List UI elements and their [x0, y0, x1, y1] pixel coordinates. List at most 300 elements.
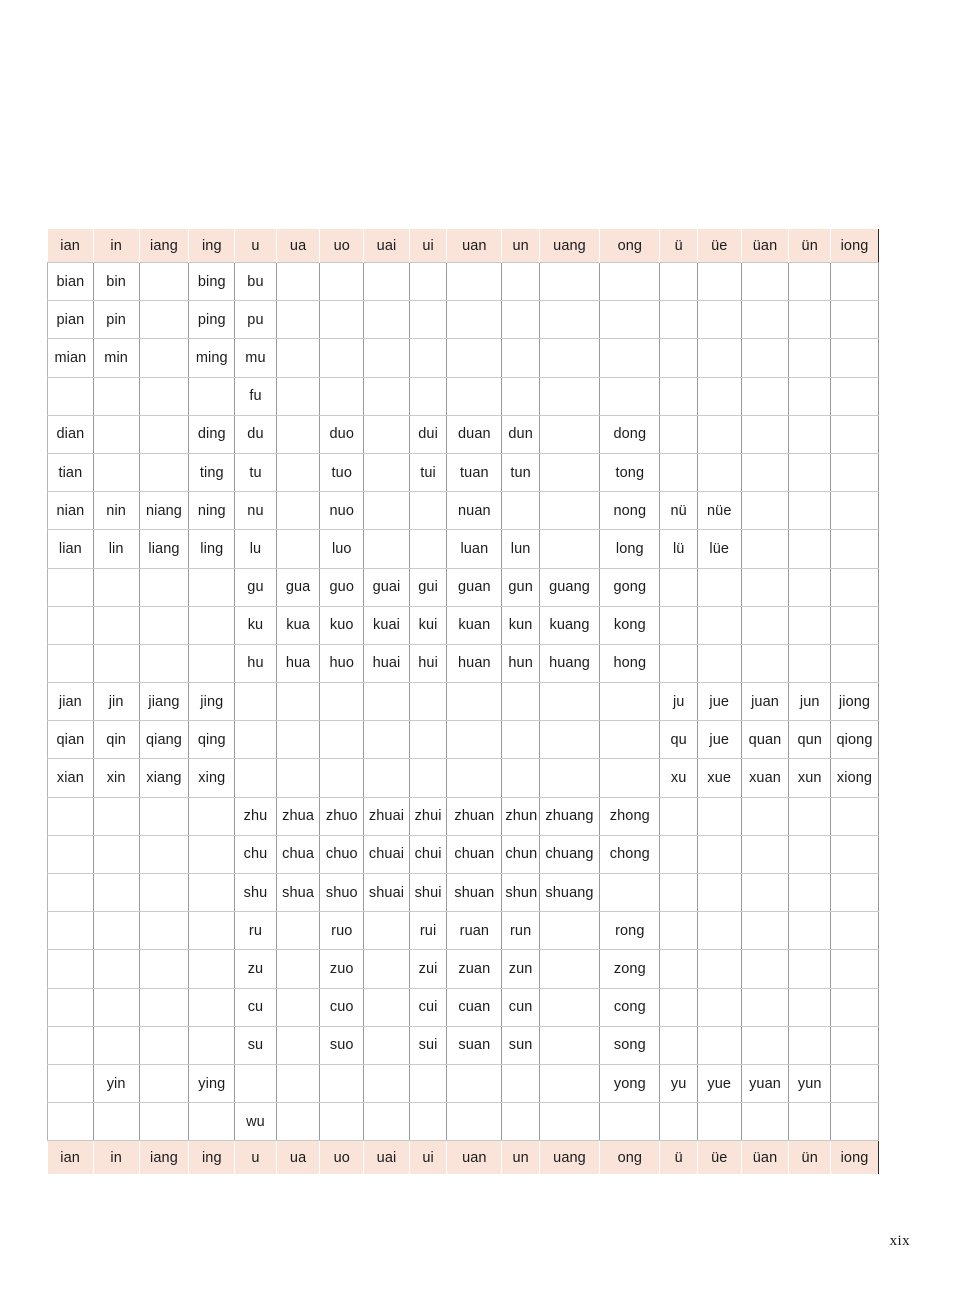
- syllable-cell-tun: tun: [502, 453, 539, 491]
- syllable-cell-zhong: zhong: [600, 797, 660, 835]
- syllable-cell-empty: [276, 530, 320, 568]
- syllable-cell-empty: [697, 263, 741, 301]
- table-row: [48, 1064, 879, 1102]
- syllable-cell-du: du: [235, 415, 277, 453]
- table-row: [48, 721, 879, 759]
- syllable-cell-empty: [139, 568, 189, 606]
- syllable-cell-empty: [93, 835, 139, 873]
- syllable-cell-empty: [660, 1026, 697, 1064]
- syllable-cell-lian: lian: [48, 530, 94, 568]
- syllable-cell-empty: [600, 263, 660, 301]
- syllable-cell-empty: [600, 683, 660, 721]
- syllable-cell-empty: [276, 301, 320, 339]
- final-header-cell-uang: uang: [539, 229, 599, 263]
- syllable-cell-empty: [697, 568, 741, 606]
- syllable-cell-empty: [741, 988, 789, 1026]
- syllable-cell-empty: [189, 874, 235, 912]
- syllable-cell-empty: [409, 339, 446, 377]
- syllable-cell-empty: [364, 301, 410, 339]
- syllable-cell-empty: [409, 1064, 446, 1102]
- syllable-cell-empty: [831, 950, 879, 988]
- syllable-cell-empty: [93, 377, 139, 415]
- syllable-cell-suo: suo: [320, 1026, 364, 1064]
- syllable-cell-empty: [789, 339, 831, 377]
- syllable-cell-empty: [409, 721, 446, 759]
- syllable-cell-zui: zui: [409, 950, 446, 988]
- syllable-cell-cui: cui: [409, 988, 446, 1026]
- final-footer-cell-ing: ing: [189, 1141, 235, 1175]
- syllable-cell-empty: [831, 835, 879, 873]
- pinyin-table-container: [47, 229, 879, 1174]
- syllable-cell-nü: nü: [660, 492, 697, 530]
- table-row: [48, 415, 879, 453]
- syllable-cell-empty: [364, 492, 410, 530]
- syllable-cell-empty: [447, 339, 502, 377]
- final-footer-cell-uai: uai: [364, 1141, 410, 1175]
- syllable-cell-cun: cun: [502, 988, 539, 1026]
- table-row: [48, 644, 879, 682]
- table-row: [48, 1026, 879, 1064]
- syllable-cell-gua: gua: [276, 568, 320, 606]
- syllable-cell-rong: rong: [600, 912, 660, 950]
- syllable-cell-empty: [139, 1103, 189, 1141]
- syllable-cell-empty: [831, 912, 879, 950]
- syllable-cell-empty: [189, 988, 235, 1026]
- syllable-cell-empty: [660, 874, 697, 912]
- syllable-cell-zhui: zhui: [409, 797, 446, 835]
- syllable-cell-empty: [502, 339, 539, 377]
- syllable-cell-lü: lü: [660, 530, 697, 568]
- syllable-cell-kuang: kuang: [539, 606, 599, 644]
- syllable-cell-cu: cu: [235, 988, 277, 1026]
- syllable-cell-chu: chu: [235, 835, 277, 873]
- syllable-cell-nin: nin: [93, 492, 139, 530]
- syllable-cell-empty: [741, 530, 789, 568]
- syllable-cell-empty: [697, 835, 741, 873]
- syllable-cell-empty: [93, 988, 139, 1026]
- syllable-cell-empty: [235, 759, 277, 797]
- syllable-cell-empty: [364, 1026, 410, 1064]
- syllable-cell-huai: huai: [364, 644, 410, 682]
- syllable-cell-ruan: ruan: [447, 912, 502, 950]
- syllable-cell-sui: sui: [409, 1026, 446, 1064]
- syllable-cell-empty: [48, 1064, 94, 1102]
- syllable-cell-empty: [539, 721, 599, 759]
- syllable-cell-qian: qian: [48, 721, 94, 759]
- syllable-cell-shua: shua: [276, 874, 320, 912]
- syllable-cell-empty: [600, 759, 660, 797]
- syllable-cell-empty: [139, 797, 189, 835]
- syllable-cell-guan: guan: [447, 568, 502, 606]
- syllable-cell-bing: bing: [189, 263, 235, 301]
- syllable-cell-empty: [789, 492, 831, 530]
- syllable-cell-empty: [831, 301, 879, 339]
- final-footer-cell-ui: ui: [409, 1141, 446, 1175]
- syllable-cell-empty: [741, 492, 789, 530]
- syllable-cell-empty: [276, 263, 320, 301]
- syllable-cell-empty: [93, 797, 139, 835]
- syllable-cell-su: su: [235, 1026, 277, 1064]
- final-header-cell-uo: uo: [320, 229, 364, 263]
- syllable-cell-empty: [364, 530, 410, 568]
- syllable-cell-hui: hui: [409, 644, 446, 682]
- syllable-cell-xuan: xuan: [741, 759, 789, 797]
- table-row: [48, 339, 879, 377]
- syllable-cell-empty: [741, 797, 789, 835]
- syllable-cell-jiong: jiong: [831, 683, 879, 721]
- syllable-cell-empty: [789, 530, 831, 568]
- syllable-cell-ju: ju: [660, 683, 697, 721]
- syllable-cell-empty: [789, 377, 831, 415]
- syllable-cell-zhuang: zhuang: [539, 797, 599, 835]
- syllable-cell-empty: [93, 606, 139, 644]
- syllable-cell-empty: [831, 263, 879, 301]
- table-row: [48, 950, 879, 988]
- syllable-cell-empty: [539, 530, 599, 568]
- syllable-cell-empty: [189, 912, 235, 950]
- syllable-cell-chui: chui: [409, 835, 446, 873]
- syllable-cell-empty: [320, 1064, 364, 1102]
- syllable-cell-xing: xing: [189, 759, 235, 797]
- syllable-cell-empty: [93, 950, 139, 988]
- syllable-cell-empty: [789, 644, 831, 682]
- final-header-cell-ü: ü: [660, 229, 697, 263]
- syllable-cell-empty: [831, 606, 879, 644]
- syllable-cell-zun: zun: [502, 950, 539, 988]
- syllable-cell-empty: [276, 1026, 320, 1064]
- final-header-cell-üan: üan: [741, 229, 789, 263]
- syllable-cell-empty: [93, 644, 139, 682]
- syllable-cell-empty: [600, 721, 660, 759]
- final-header-cell-uai: uai: [364, 229, 410, 263]
- syllable-cell-empty: [276, 988, 320, 1026]
- final-footer-cell-uan: uan: [447, 1141, 502, 1175]
- syllable-cell-cuo: cuo: [320, 988, 364, 1026]
- syllable-cell-empty: [502, 683, 539, 721]
- final-footer-cell-ün: ün: [789, 1141, 831, 1175]
- syllable-cell-shu: shu: [235, 874, 277, 912]
- syllable-cell-empty: [660, 568, 697, 606]
- syllable-cell-hua: hua: [276, 644, 320, 682]
- syllable-cell-empty: [539, 1026, 599, 1064]
- syllable-cell-tong: tong: [600, 453, 660, 491]
- syllable-cell-empty: [789, 835, 831, 873]
- syllable-cell-empty: [831, 492, 879, 530]
- syllable-cell-empty: [539, 950, 599, 988]
- syllable-cell-chun: chun: [502, 835, 539, 873]
- syllable-cell-empty: [320, 377, 364, 415]
- syllable-cell-empty: [539, 759, 599, 797]
- syllable-cell-zhu: zhu: [235, 797, 277, 835]
- syllable-cell-chuan: chuan: [447, 835, 502, 873]
- table-row: [48, 492, 879, 530]
- syllable-cell-empty: [48, 988, 94, 1026]
- syllable-cell-empty: [93, 1103, 139, 1141]
- syllable-cell-empty: [697, 415, 741, 453]
- syllable-cell-empty: [409, 301, 446, 339]
- syllable-cell-empty: [409, 530, 446, 568]
- syllable-cell-empty: [189, 1103, 235, 1141]
- syllable-cell-empty: [364, 988, 410, 1026]
- final-footer-cell-iang: iang: [139, 1141, 189, 1175]
- syllable-cell-empty: [831, 644, 879, 682]
- syllable-cell-empty: [502, 377, 539, 415]
- final-header-cell-ian: ian: [48, 229, 94, 263]
- syllable-cell-empty: [741, 835, 789, 873]
- syllable-cell-mian: mian: [48, 339, 94, 377]
- final-footer-cell-uang: uang: [539, 1141, 599, 1175]
- syllable-cell-empty: [502, 492, 539, 530]
- syllable-cell-shuan: shuan: [447, 874, 502, 912]
- page-number: xix: [889, 1233, 910, 1249]
- syllable-cell-empty: [189, 797, 235, 835]
- syllable-cell-empty: [741, 950, 789, 988]
- syllable-cell-qiong: qiong: [831, 721, 879, 759]
- syllable-cell-qu: qu: [660, 721, 697, 759]
- syllable-cell-empty: [447, 721, 502, 759]
- syllable-cell-zhuan: zhuan: [447, 797, 502, 835]
- table-row: [48, 301, 879, 339]
- syllable-cell-xin: xin: [93, 759, 139, 797]
- syllable-cell-empty: [697, 453, 741, 491]
- syllable-cell-gu: gu: [235, 568, 277, 606]
- syllable-cell-empty: [697, 988, 741, 1026]
- syllable-cell-qin: qin: [93, 721, 139, 759]
- syllable-cell-ting: ting: [189, 453, 235, 491]
- syllable-cell-empty: [831, 415, 879, 453]
- syllable-cell-empty: [831, 377, 879, 415]
- syllable-cell-huang: huang: [539, 644, 599, 682]
- syllable-cell-jing: jing: [189, 683, 235, 721]
- syllable-cell-tu: tu: [235, 453, 277, 491]
- syllable-cell-empty: [539, 263, 599, 301]
- syllable-cell-nong: nong: [600, 492, 660, 530]
- syllable-cell-empty: [276, 683, 320, 721]
- syllable-cell-jue: jue: [697, 721, 741, 759]
- syllable-cell-empty: [93, 415, 139, 453]
- syllable-cell-shun: shun: [502, 874, 539, 912]
- table-row: [48, 988, 879, 1026]
- syllable-cell-empty: [539, 301, 599, 339]
- syllable-cell-gun: gun: [502, 568, 539, 606]
- syllable-cell-jiang: jiang: [139, 683, 189, 721]
- syllable-cell-duan: duan: [447, 415, 502, 453]
- table-row: [48, 606, 879, 644]
- syllable-cell-empty: [447, 263, 502, 301]
- syllable-cell-empty: [660, 606, 697, 644]
- final-header-cell-üe: üe: [697, 229, 741, 263]
- syllable-cell-empty: [741, 606, 789, 644]
- syllable-cell-empty: [276, 1103, 320, 1141]
- syllable-cell-chuang: chuang: [539, 835, 599, 873]
- syllable-cell-xu: xu: [660, 759, 697, 797]
- syllable-cell-empty: [48, 1103, 94, 1141]
- syllable-cell-empty: [364, 263, 410, 301]
- syllable-cell-empty: [48, 912, 94, 950]
- syllable-cell-empty: [789, 874, 831, 912]
- syllable-cell-ku: ku: [235, 606, 277, 644]
- table-row: [48, 377, 879, 415]
- syllable-cell-empty: [539, 492, 599, 530]
- syllable-cell-empty: [741, 1103, 789, 1141]
- syllable-cell-juan: juan: [741, 683, 789, 721]
- syllable-cell-luan: luan: [447, 530, 502, 568]
- syllable-cell-empty: [139, 606, 189, 644]
- syllable-cell-yue: yue: [697, 1064, 741, 1102]
- syllable-cell-xian: xian: [48, 759, 94, 797]
- syllable-cell-huo: huo: [320, 644, 364, 682]
- final-header-cell-ui: ui: [409, 229, 446, 263]
- syllable-cell-empty: [660, 415, 697, 453]
- final-footer-cell-üan: üan: [741, 1141, 789, 1175]
- syllable-cell-empty: [789, 606, 831, 644]
- syllable-cell-empty: [364, 1103, 410, 1141]
- syllable-cell-empty: [93, 874, 139, 912]
- syllable-cell-empty: [831, 568, 879, 606]
- syllable-cell-empty: [831, 1064, 879, 1102]
- final-footer-cell-ü: ü: [660, 1141, 697, 1175]
- syllable-cell-empty: [409, 377, 446, 415]
- syllable-cell-empty: [48, 797, 94, 835]
- syllable-cell-empty: [831, 1026, 879, 1064]
- syllable-cell-empty: [660, 644, 697, 682]
- syllable-cell-empty: [276, 377, 320, 415]
- syllable-cell-sun: sun: [502, 1026, 539, 1064]
- syllable-cell-long: long: [600, 530, 660, 568]
- syllable-cell-empty: [139, 1064, 189, 1102]
- syllable-cell-jin: jin: [93, 683, 139, 721]
- syllable-cell-empty: [364, 377, 410, 415]
- syllable-cell-empty: [235, 683, 277, 721]
- syllable-cell-empty: [789, 568, 831, 606]
- syllable-cell-empty: [139, 912, 189, 950]
- syllable-cell-cuan: cuan: [447, 988, 502, 1026]
- table-row: [48, 1103, 879, 1141]
- syllable-cell-shui: shui: [409, 874, 446, 912]
- syllable-cell-empty: [660, 263, 697, 301]
- syllable-cell-nian: nian: [48, 492, 94, 530]
- syllable-cell-ding: ding: [189, 415, 235, 453]
- syllable-cell-empty: [189, 950, 235, 988]
- syllable-cell-shuo: shuo: [320, 874, 364, 912]
- syllable-cell-empty: [789, 415, 831, 453]
- syllable-cell-qing: qing: [189, 721, 235, 759]
- syllable-cell-lun: lun: [502, 530, 539, 568]
- syllable-cell-empty: [189, 568, 235, 606]
- syllable-cell-empty: [276, 492, 320, 530]
- syllable-cell-luo: luo: [320, 530, 364, 568]
- syllable-cell-hun: hun: [502, 644, 539, 682]
- syllable-cell-empty: [48, 1026, 94, 1064]
- final-footer-cell-ong: ong: [600, 1141, 660, 1175]
- final-header-cell-ing: ing: [189, 229, 235, 263]
- syllable-cell-empty: [139, 1026, 189, 1064]
- syllable-cell-empty: [539, 912, 599, 950]
- syllable-cell-empty: [539, 339, 599, 377]
- syllable-cell-yun: yun: [789, 1064, 831, 1102]
- syllable-cell-empty: [409, 492, 446, 530]
- syllable-cell-empty: [409, 263, 446, 301]
- table-row: [48, 797, 879, 835]
- syllable-cell-empty: [789, 1103, 831, 1141]
- syllable-cell-empty: [139, 263, 189, 301]
- syllable-cell-wu: wu: [235, 1103, 277, 1141]
- syllable-cell-empty: [320, 301, 364, 339]
- pinyin-syllable-table: [47, 229, 879, 1174]
- syllable-cell-empty: [831, 453, 879, 491]
- syllable-cell-guo: guo: [320, 568, 364, 606]
- syllable-cell-empty: [741, 568, 789, 606]
- syllable-cell-kua: kua: [276, 606, 320, 644]
- syllable-cell-chuai: chuai: [364, 835, 410, 873]
- syllable-cell-empty: [789, 912, 831, 950]
- syllable-cell-dui: dui: [409, 415, 446, 453]
- syllable-cell-empty: [189, 835, 235, 873]
- syllable-cell-empty: [447, 683, 502, 721]
- table-row: [48, 453, 879, 491]
- syllable-cell-kuai: kuai: [364, 606, 410, 644]
- syllable-cell-empty: [831, 530, 879, 568]
- syllable-cell-empty: [93, 453, 139, 491]
- syllable-cell-empty: [48, 874, 94, 912]
- syllable-cell-empty: [48, 606, 94, 644]
- syllable-cell-empty: [697, 950, 741, 988]
- syllable-cell-shuang: shuang: [539, 874, 599, 912]
- syllable-cell-empty: [539, 377, 599, 415]
- syllable-cell-lu: lu: [235, 530, 277, 568]
- syllable-cell-pin: pin: [93, 301, 139, 339]
- syllable-cell-empty: [502, 759, 539, 797]
- syllable-cell-empty: [660, 1103, 697, 1141]
- syllable-cell-zu: zu: [235, 950, 277, 988]
- syllable-cell-empty: [139, 453, 189, 491]
- syllable-cell-song: song: [600, 1026, 660, 1064]
- syllable-cell-nu: nu: [235, 492, 277, 530]
- syllable-cell-empty: [831, 1103, 879, 1141]
- syllable-cell-empty: [276, 912, 320, 950]
- syllable-cell-empty: [539, 415, 599, 453]
- syllable-cell-empty: [741, 339, 789, 377]
- syllable-cell-mu: mu: [235, 339, 277, 377]
- table-row: [48, 530, 879, 568]
- syllable-cell-empty: [697, 644, 741, 682]
- syllable-cell-yuan: yuan: [741, 1064, 789, 1102]
- final-footer-cell-üe: üe: [697, 1141, 741, 1175]
- syllable-cell-jian: jian: [48, 683, 94, 721]
- syllable-cell-empty: [697, 1103, 741, 1141]
- syllable-cell-empty: [48, 835, 94, 873]
- syllable-cell-empty: [697, 912, 741, 950]
- syllable-cell-empty: [364, 453, 410, 491]
- final-footer-cell-uo: uo: [320, 1141, 364, 1175]
- syllable-cell-hong: hong: [600, 644, 660, 682]
- syllable-cell-empty: [364, 759, 410, 797]
- syllable-cell-empty: [600, 1103, 660, 1141]
- syllable-cell-shuai: shuai: [364, 874, 410, 912]
- syllable-cell-jun: jun: [789, 683, 831, 721]
- syllable-cell-ning: ning: [189, 492, 235, 530]
- final-footer-cell-ian: ian: [48, 1141, 94, 1175]
- syllable-cell-empty: [831, 988, 879, 1026]
- syllable-cell-empty: [697, 606, 741, 644]
- syllable-cell-empty: [409, 683, 446, 721]
- syllable-cell-min: min: [93, 339, 139, 377]
- final-header-cell-iang: iang: [139, 229, 189, 263]
- syllable-cell-empty: [93, 912, 139, 950]
- syllable-cell-lüe: lüe: [697, 530, 741, 568]
- syllable-cell-empty: [364, 1064, 410, 1102]
- syllable-cell-empty: [697, 339, 741, 377]
